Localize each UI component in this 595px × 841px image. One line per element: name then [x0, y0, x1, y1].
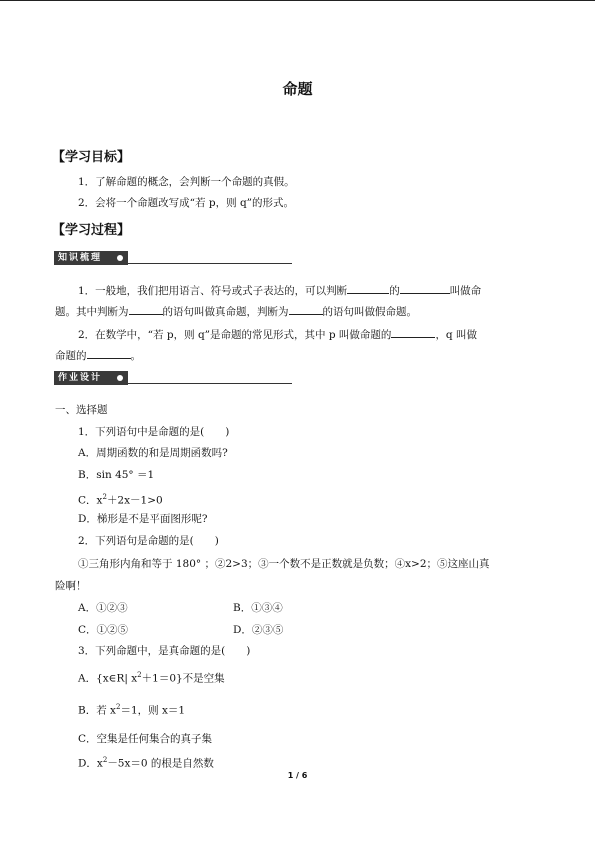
text: 。 [130, 350, 141, 362]
text: 叫做命 [449, 285, 482, 297]
knowledge-line-3 [78, 326, 477, 342]
superscript: 2 [102, 756, 108, 764]
knowledge-line-2 [55, 303, 417, 319]
page-number: 1 / 6 [287, 771, 308, 780]
question-1: 1．下列语句中是命题的是( ) [78, 426, 230, 438]
text: 2．在数学中，“若 p，则 q”是命题的常见形式，其中 p 叫做命题的 [78, 329, 392, 341]
fill-blank [347, 282, 389, 294]
superscript: 2 [102, 493, 107, 501]
text: B．若 x [78, 704, 116, 717]
option-c [78, 490, 163, 508]
question-2: 2．下列语句是命题的是( ) [78, 535, 219, 547]
text: ＝1，则 x＝1 [120, 704, 186, 717]
bar-rule [128, 383, 292, 384]
option-b: B．①③④ [233, 602, 283, 614]
superscript: 2 [137, 671, 142, 679]
fill-blank [129, 303, 163, 315]
fill-blank [87, 347, 131, 359]
question-3: 3．下列命题中，是真命题的是( ) [78, 645, 251, 657]
text: D．x [78, 757, 103, 770]
goal-item: 1．了解命题的概念，会判断一个命题的真假。 [78, 176, 295, 188]
superscript: 2 [115, 703, 121, 711]
top-rule [0, 0, 595, 1]
option-d: D．②③⑤ [233, 624, 284, 636]
knowledge-line-1 [78, 282, 481, 298]
bar-rule [128, 263, 292, 264]
option-a: A．周期函数的和是周期函数吗? [78, 447, 228, 459]
option-b [78, 700, 185, 718]
text: ＋2x－1>0 [106, 494, 163, 507]
text: 命题的 [55, 350, 87, 362]
option-c: C．①②⑤ [78, 624, 129, 636]
text: ，q 叫做 [435, 329, 477, 341]
text: 1．一般地，我们把用语言、符号或式子表达的，可以判断 [78, 285, 348, 297]
option-d: D．梯形是不是平面图形呢? [78, 513, 208, 525]
text: C．x [78, 494, 103, 507]
fill-blank [391, 326, 435, 338]
text: 的语句叫做假命题。 [322, 306, 417, 318]
section-goals-heading: 【学习目标】 [52, 150, 131, 165]
question-2-statements-cont: 险啊！ [55, 580, 87, 592]
option-c: C．空集是任何集合的真子集 [78, 733, 213, 745]
text: ＋1＝0}不是空集 [141, 672, 225, 685]
text: 的 [389, 285, 400, 297]
option-d [78, 753, 214, 771]
text: 的语句叫做真命题，判断为 [162, 306, 289, 318]
text: －5x＝0 的根是自然数 [107, 757, 214, 770]
text: A．{x∈R| x [78, 672, 138, 685]
section-process-heading: 【学习过程】 [52, 223, 131, 238]
goal-item: 2．会将一个命题改写成“若 p，则 q”的形式。 [78, 197, 295, 209]
question-2-statements: ①三角形内角和等于 180° ；②2>3；③一个数不是正数就是负数；④x>2；⑤这座山真 [78, 558, 490, 570]
option-b: B．sin 45° ＝1 [78, 469, 155, 481]
bullet-dot-icon [117, 255, 123, 261]
fill-blank [400, 282, 450, 294]
question-group-heading: 一、选择题 [55, 404, 108, 416]
bullet-dot-icon [117, 375, 123, 381]
page-title: 命题 [282, 80, 313, 98]
fill-blank [289, 303, 323, 315]
knowledge-line-4 [55, 347, 141, 363]
homework-tag: 作业设计 [54, 371, 128, 385]
option-a: A．①②③ [78, 602, 128, 614]
knowledge-tag: 知识梳理 [54, 251, 128, 265]
option-a [78, 668, 225, 686]
text: 题。其中判断为 [55, 306, 129, 318]
